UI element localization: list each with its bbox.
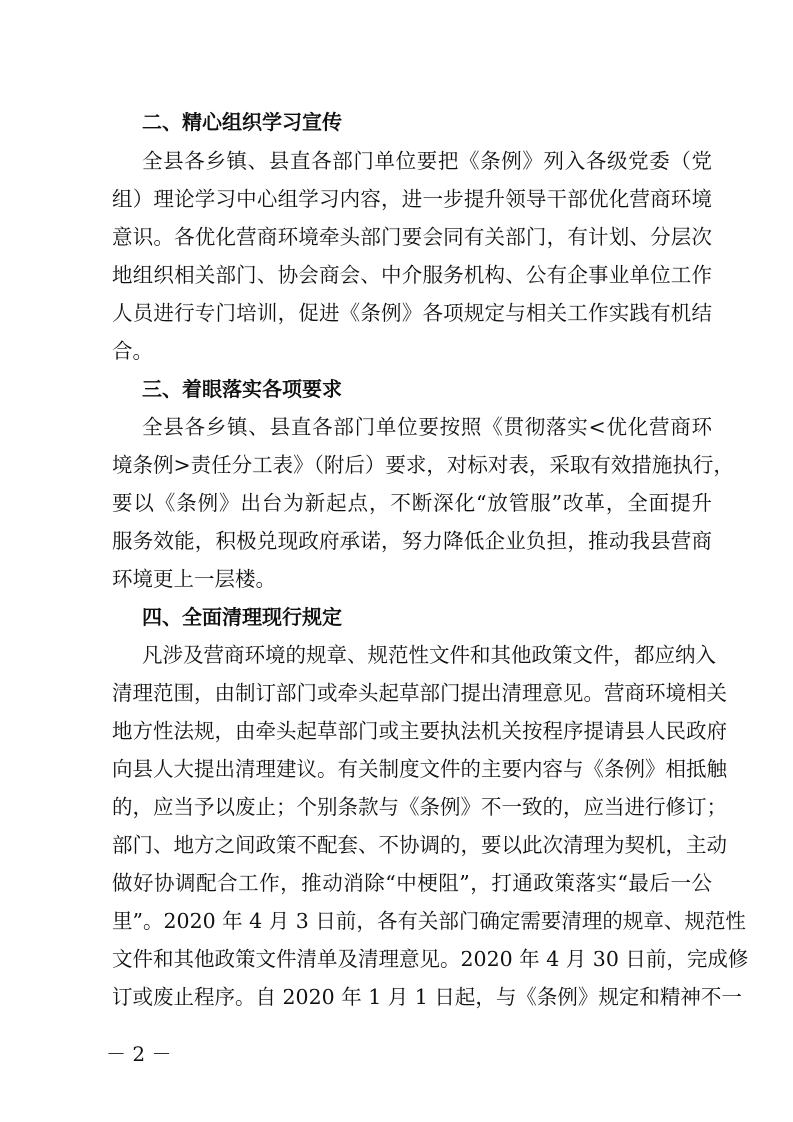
paragraph-line: 的，应当予以废止；个别条款与《条例》不一致的，应当进行修订； bbox=[112, 795, 727, 819]
paragraph-line: 全县各乡镇、县直各部门单位要把《条例》列入各级党委（党 bbox=[142, 149, 712, 173]
paragraph-line: 境条例>责任分工表》（附后）要求，对标对表，采取有效措施执行， bbox=[112, 453, 734, 477]
section-heading-2: 二、精心组织学习宣传 bbox=[142, 110, 342, 134]
paragraph-line: 意识。各优化营商环境牵头部门要会同有关部门，有计划、分层次 bbox=[112, 225, 712, 249]
paragraph-line: 服务效能，积极兑现政府承诺，努力降低企业负担，推动我县营商 bbox=[112, 529, 712, 553]
paragraph-line: 全县各乡镇、县直各部门单位要按照《贯彻落实<优化营商环 bbox=[142, 415, 712, 439]
paragraph-line: 向县人大提出清理建议。有关制度文件的主要内容与《条例》相抵触 bbox=[112, 757, 727, 781]
paragraph-line: 清理范围，由制订部门或牵头起草部门提出清理意见。营商环境相关 bbox=[112, 681, 727, 705]
paragraph-line: 要以《条例》出台为新起点，不断深化“放管服”改革，全面提升 bbox=[112, 491, 712, 515]
section-heading-3: 三、着眼落实各项要求 bbox=[142, 377, 342, 401]
paragraph-line: 订或废止程序。自 2020 年 1 月 1 日起，与《条例》规定和精神不一 bbox=[112, 985, 742, 1009]
paragraph-line: 里”。2020 年 4 月 3 日前，各有关部门确定需要清理的规章、规范性 bbox=[112, 909, 746, 933]
paragraph-line: 环境更上一层楼。 bbox=[112, 567, 276, 591]
paragraph-line: 地方性法规，由牵头起草部门或主要执法机关按程序提请县人民政府 bbox=[112, 719, 727, 743]
paragraph-line: 做好协调配合工作，推动消除“中梗阻”，打通政策落实“最后一公 bbox=[112, 871, 712, 895]
paragraph-line: 组）理论学习中心组学习内容，进一步提升领导干部优化营商环境 bbox=[112, 187, 712, 211]
page-number: － 2 － bbox=[106, 1042, 172, 1066]
paragraph-line: 人员进行专门培训，促进《条例》各项规定与相关工作实践有机结 bbox=[112, 301, 712, 325]
paragraph-line: 凡涉及营商环境的规章、规范性文件和其他政策文件，都应纳入 bbox=[142, 643, 716, 667]
paragraph-line: 文件和其他政策文件清单及清理意见。2020 年 4 月 30 日前，完成修 bbox=[112, 947, 749, 971]
paragraph-line: 合。 bbox=[112, 339, 153, 363]
section-heading-4: 四、全面清理现行规定 bbox=[142, 605, 342, 629]
paragraph-line: 地组织相关部门、协会商会、中介服务机构、公有企事业单位工作 bbox=[112, 263, 712, 287]
paragraph-line: 部门、地方之间政策不配套、不协调的，要以此次清理为契机，主动 bbox=[112, 833, 727, 857]
